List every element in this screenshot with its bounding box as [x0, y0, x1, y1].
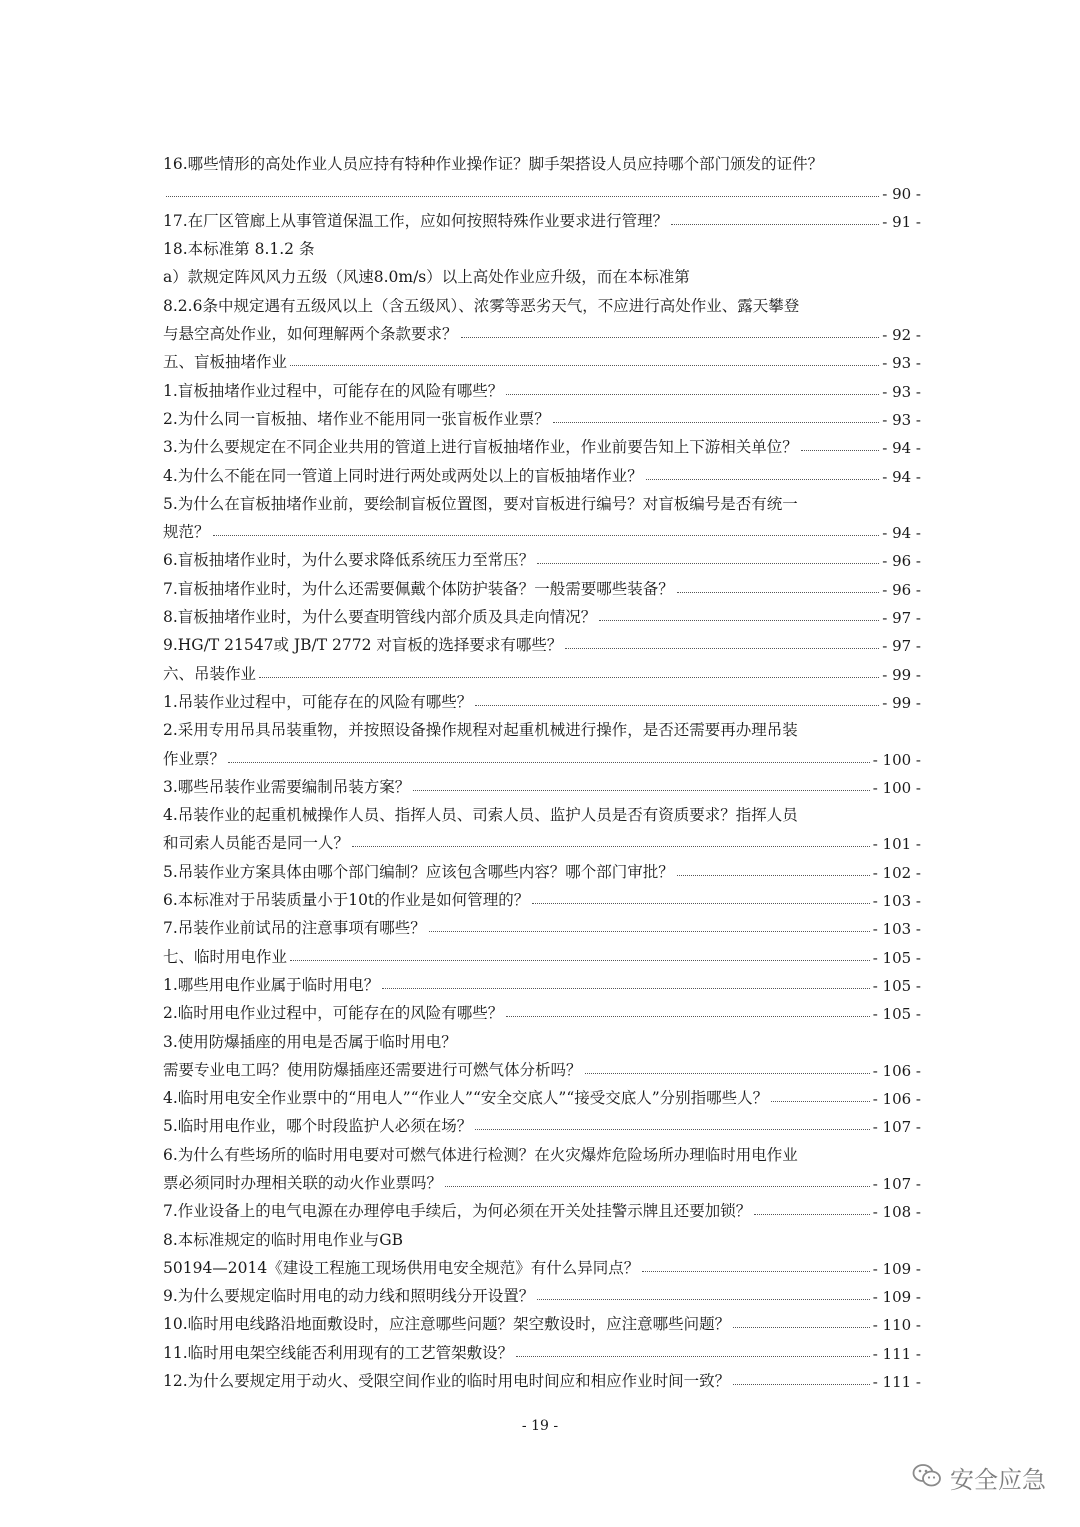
toc-leader-dots [461, 336, 880, 338]
toc-leader-dots [475, 704, 879, 706]
toc-entry [163, 1080, 923, 1108]
toc-entry [163, 259, 923, 287]
toc-leader-dots [599, 619, 879, 621]
toc-entry [163, 627, 923, 655]
toc-entry-title: 票必须同时办理相关联的动火作业票吗？ [163, 1173, 443, 1192]
toc-entry-title: 16.哪些情形的高处作业人员应持有特种作业操作证？脚手架搭设人员应持哪个部门颁发的证件？ [163, 155, 824, 174]
toc-entry [163, 542, 923, 570]
toc-entry [163, 712, 923, 740]
toc-entry-title: 需要专业电工吗？使用防爆插座还需要进行可燃气体分析吗？ [163, 1060, 582, 1079]
toc-entry-page: - 111 - [872, 1344, 921, 1363]
toc-entry [163, 1136, 923, 1164]
toc-entry-page: - 110 - [872, 1316, 921, 1335]
table-of-contents [163, 146, 923, 1391]
toc-entry-title: 9.为什么要规定临时用电的动力线和照明线分开设置？ [163, 1287, 535, 1306]
toc-entry-title: 4.为什么不能在同一管道上同时进行两处或两处以上的盲板抽堵作业？ [163, 466, 643, 485]
toc-entry-page: - 109 - [872, 1288, 921, 1307]
toc-entry-title: 五、盲板抽堵作业 [163, 353, 288, 372]
toc-entry [163, 1165, 923, 1193]
toc-entry [163, 203, 923, 231]
toc-entry-title: 6.盲板抽堵作业时，为什么要求降低系统压力至常压？ [163, 551, 535, 570]
toc-entry-title: 5.为什么在盲板抽堵作业前，要绘制盲板位置图，要对盲板进行编号？对盲板编号是否有统一 [163, 494, 798, 513]
toc-leader-dots [228, 761, 870, 763]
toc-entry [163, 910, 923, 938]
toc-entry-page: - 100 - [872, 750, 921, 769]
toc-entry-page: - 103 - [872, 892, 921, 911]
toc-entry [163, 457, 923, 485]
toc-entry-title: 18.本标准第 8.1.2 条 [163, 240, 315, 259]
toc-entry [163, 401, 923, 429]
toc-entry-page: - 93 - [882, 410, 921, 429]
toc-entry-title: 7.作业设备上的电气电源在办理停电手续后，为何必须在开关处挂警示牌且还要加锁？ [163, 1202, 752, 1221]
toc-entry-page: - 108 - [872, 1203, 921, 1222]
toc-entry [163, 316, 923, 344]
toc-leader-dots [677, 591, 879, 593]
toc-leader-dots [771, 1100, 870, 1102]
toc-entry-title: 7.吊装作业前试吊的注意事项有哪些？ [163, 919, 426, 938]
toc-entry [163, 174, 923, 202]
toc-leader-dots [553, 421, 879, 423]
toc-entry-page: - 97 - [882, 609, 921, 628]
toc-entry-page: - 94 - [882, 467, 921, 486]
toc-entry-title: 2.为什么同一盲板抽、堵作业不能用同一张盲板作业票？ [163, 409, 550, 428]
toc-entry-title: 12.为什么要规定用于动火、受限空间作业的临时用电时间应和相应作业时间一致？ [163, 1372, 731, 1391]
toc-leader-dots [166, 195, 879, 197]
toc-entry-page: - 106 - [872, 1061, 921, 1080]
toc-entry-page: - 101 - [872, 835, 921, 854]
watermark [912, 1460, 1046, 1495]
toc-entry-title: 8.盲板抽堵作业时，为什么要查明管线内部介质及具走向情况？ [163, 608, 597, 627]
toc-entry-title: 50194—2014《建设工程施工现场供用电安全规范》有什么异同点？ [163, 1258, 640, 1277]
toc-leader-dots [290, 959, 870, 961]
toc-entry [163, 1363, 923, 1391]
toc-entry-page: - 105 - [872, 1005, 921, 1024]
toc-leader-dots [475, 1128, 869, 1130]
toc-entry [163, 599, 923, 627]
toc-entry [163, 825, 923, 853]
toc-entry [163, 429, 923, 457]
toc-entry [163, 1306, 923, 1334]
toc-entry-page: - 93 - [882, 354, 921, 373]
toc-entry [163, 769, 923, 797]
toc-leader-dots [677, 874, 870, 876]
toc-entry [163, 486, 923, 514]
toc-leader-dots [671, 223, 879, 225]
toc-entry-title: 9.HG/T 21547或 JB/T 2772 对盲板的选择要求有哪些？ [163, 636, 563, 655]
toc-entry-title: 与悬空高处作业，如何理解两个条款要求？ [163, 325, 458, 344]
toc-entry-title: 规范？ [163, 523, 210, 542]
toc-entry-title: 2.临时用电作业过程中，可能存在的风险有哪些？ [163, 1004, 504, 1023]
toc-leader-dots [585, 1072, 870, 1074]
toc-entry-title: 10.临时用电线路沿地面敷设时，应注意哪些问题？架空敷设时，应注意哪些问题？ [163, 1315, 731, 1334]
toc-entry [163, 570, 923, 598]
toc-leader-dots [382, 987, 869, 989]
toc-entry-title: 4.临时用电安全作业票中的“用电人”“作业人”“安全交底人”“接受交底人”分别指哪些人？ [163, 1089, 769, 1108]
toc-entry-title: 1.吊装作业过程中，可能存在的风险有哪些？ [163, 692, 473, 711]
toc-entry [163, 344, 923, 372]
toc-entry [163, 1052, 923, 1080]
toc-entry [163, 995, 923, 1023]
toc-entry [163, 740, 923, 768]
toc-entry [163, 231, 923, 259]
toc-entry-title: 5.吊装作业方案具体由哪个部门编制？应该包含哪些内容？哪个部门审批？ [163, 862, 674, 881]
toc-leader-dots [754, 1213, 869, 1215]
toc-entry-title: 5.临时用电作业，哪个时段监护人必须在场？ [163, 1117, 473, 1136]
toc-entry-page: - 91 - [882, 212, 921, 231]
toc-entry-page: - 107 - [872, 1118, 921, 1137]
toc-leader-dots [642, 1270, 869, 1272]
page-number: - 19 - [521, 1418, 559, 1434]
toc-entry-title: 3.哪些吊装作业需要编制吊装方案？ [163, 777, 411, 796]
toc-entry [163, 1023, 923, 1051]
toc-leader-dots [565, 647, 879, 649]
toc-entry-page: - 111 - [872, 1373, 921, 1392]
toc-entry-title: 17.在厂区管廊上从事管道保温工作，应如何按照特殊作业要求进行管理？ [163, 211, 669, 230]
toc-entry-page: - 105 - [872, 976, 921, 995]
toc-entry [163, 797, 923, 825]
toc-entry-page: - 99 - [882, 665, 921, 684]
watermark-text: 安全应急 [950, 1466, 1046, 1494]
toc-leader-dots [532, 902, 869, 904]
toc-entry [163, 1250, 923, 1278]
toc-entry-title: 4.吊装作业的起重机械操作人员、指挥人员、司索人员、监护人员是否有资质要求？指挥人员 [163, 806, 798, 825]
toc-entry-title: 7.盲板抽堵作业时，为什么还需要佩戴个体防护装备？一般需要哪些装备？ [163, 579, 674, 598]
toc-leader-dots [801, 449, 879, 451]
toc-entry-title: 1.哪些用电作业属于临时用电？ [163, 975, 380, 994]
toc-entry-title: 七、临时用电作业 [163, 947, 288, 966]
toc-entry-title: a）款规定阵风风力五级（风速8.0m/s）以上高处作业应升级，而在本标准第 [163, 268, 690, 287]
toc-entry-page: - 99 - [882, 693, 921, 712]
toc-entry-page: - 92 - [882, 326, 921, 345]
toc-entry-title: 3.为什么要规定在不同企业共用的管道上进行盲板抽堵作业，作业前要告知上下游相关单位？ [163, 438, 798, 457]
toc-entry-title: 6.本标准对于吊装质量小于10t的作业是如何管理的？ [163, 891, 530, 910]
toc-leader-dots [733, 1383, 870, 1385]
toc-entry-title: 1.盲板抽堵作业过程中，可能存在的风险有哪些？ [163, 381, 504, 400]
toc-entry-page: - 100 - [872, 778, 921, 797]
toc-entry-title: 3.使用防爆插座的用电是否属于临时用电？ [163, 1032, 457, 1051]
toc-entry-title: 六、吊装作业 [163, 664, 257, 683]
toc-leader-dots [733, 1326, 870, 1328]
toc-entry [163, 684, 923, 712]
toc-leader-dots [413, 789, 869, 791]
toc-leader-dots [213, 534, 880, 536]
toc-entry-page: - 96 - [882, 580, 921, 599]
toc-leader-dots [516, 1355, 870, 1357]
toc-entry [163, 967, 923, 995]
toc-entry [163, 1193, 923, 1221]
toc-leader-dots [290, 364, 879, 366]
wechat-icon [912, 1463, 942, 1493]
toc-leader-dots [646, 478, 879, 480]
toc-entry-page: - 102 - [872, 863, 921, 882]
toc-leader-dots [259, 676, 879, 678]
toc-entry-page: - 109 - [872, 1259, 921, 1278]
toc-entry [163, 287, 923, 315]
toc-entry [163, 938, 923, 966]
toc-entry [163, 655, 923, 683]
toc-entry-page: - 94 - [882, 524, 921, 543]
toc-entry [163, 1221, 923, 1249]
toc-entry-page: - 103 - [872, 920, 921, 939]
toc-entry [163, 514, 923, 542]
toc-entry-title: 和司索人员能否是同一人？ [163, 834, 350, 853]
toc-entry-page: - 93 - [882, 382, 921, 401]
toc-entry-title: 6.为什么有些场所的临时用电要对可燃气体进行检测？在火灾爆炸危险场所办理临时用电作业 [163, 1145, 798, 1164]
toc-leader-dots [537, 562, 879, 564]
toc-entry-title: 8.2.6条中规定遇有五级风以上（含五级风）、浓雾等恶劣天气，不应进行高处作业、露天攀登 [163, 296, 800, 315]
toc-entry [163, 853, 923, 881]
toc-entry-title: 8.本标准规定的临时用电作业与GB [163, 1230, 404, 1249]
toc-entry [163, 372, 923, 400]
toc-leader-dots [506, 393, 879, 395]
toc-entry-title: 11.临时用电架空线能否利用现有的工艺管架敷设？ [163, 1343, 514, 1362]
toc-entry-page: - 97 - [882, 637, 921, 656]
toc-entry-title: 2.采用专用吊具吊装重物，并按照设备操作规程对起重机械进行操作，是否还需要再办理吊装 [163, 721, 798, 740]
toc-entry [163, 1108, 923, 1136]
toc-entry-page: - 94 - [882, 439, 921, 458]
toc-entry [163, 146, 923, 174]
toc-entry-page: - 96 - [882, 552, 921, 571]
toc-entry-page: - 105 - [872, 948, 921, 967]
toc-leader-dots [506, 1015, 869, 1017]
toc-leader-dots [537, 1298, 869, 1300]
toc-entry-page: - 106 - [872, 1090, 921, 1109]
toc-entry [163, 882, 923, 910]
toc-leader-dots [445, 1185, 870, 1187]
toc-entry-page: - 107 - [872, 1174, 921, 1193]
toc-entry [163, 1334, 923, 1362]
toc-entry-page: - 90 - [882, 184, 921, 203]
toc-leader-dots [429, 930, 870, 932]
toc-leader-dots [352, 845, 870, 847]
toc-entry [163, 1278, 923, 1306]
toc-entry-title: 作业票？ [163, 749, 226, 768]
